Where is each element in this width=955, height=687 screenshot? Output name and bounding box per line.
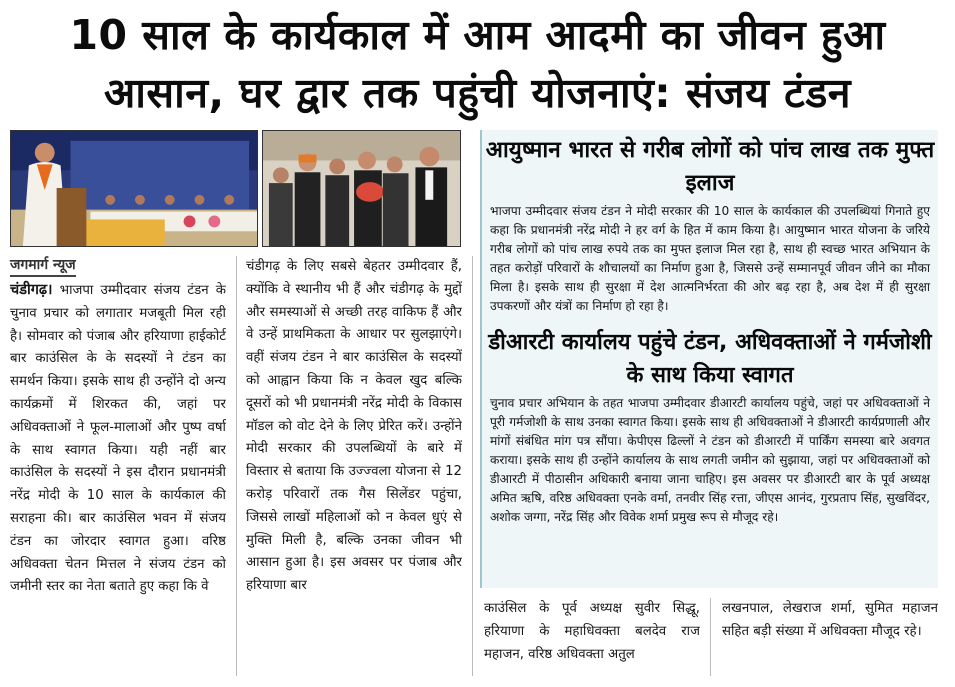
next-story-strip	[0, 678, 955, 687]
article-column-2-text: चंडीगढ़ के लिए सबसे बेहतर उम्मीदवार हैं, क्योंकि वे स्थानीय भी हैं और चंडीगढ़ के मुद्दों और समस्याओं से अच्छी तरह वाकिफ हैं और वे उन्हें प्राथमिकता के आधार पर सुलझाएंगे। वहीं संजय टंडन ने बार काउंसिल के सदस्यों को आह्वान किया कि न केवल खुद बल्कि दूसरों को भी प्रधानमंत्री नरेंद्र मोदी के विकास मॉडल को वोट देने के लिए प्रेरित करें। उन्होंने मोदी सरकार की उपलब्धियों के बारे में विस्तार से बताया कि उज्ज्वला योजना से 12 करोड़ परिवारों तक गैस सिलेंडर पहुंचा, जिससे लाखों महिलाओं को न केवल धुएं से मुक्ति मिली है, बल्कि उनका जीवन भी आसान हुआ है। इस अवसर पर पंजाब और हरियाणा बार	[246, 259, 462, 594]
photo-group-greeting	[262, 130, 461, 247]
article-column-1	[10, 279, 226, 675]
article-column-3	[484, 598, 700, 676]
dateline: चंडीगढ़।	[10, 282, 53, 298]
headline-line-1: 10 साल के कार्यकाल में आम आदमी का जीवन हुआ	[69, 11, 886, 59]
headline-line-2: आसान, घर द्वार तक पहुंची योजनाएं: संजय टंडन	[103, 69, 852, 117]
byline: जगमार्ग न्यूज	[10, 255, 76, 277]
box-body-1: भाजपा उम्मीदवार संजय टंडन ने मोदी सरकार की 10 साल के कार्यकाल की उपलब्धियां गिनाते हुए कहा कि प्रधानमंत्री नरेंद्र मोदी ने हर वर्ग के हित में काम किया है। आयुष्मान भारत योजना के जरिये गरीब लोगों को पांच लाख रुपये तक का मुफ्त इलाज मिल रहा है, साथ ही स्वच्छ भारत अभियान के तहत करोड़ों परिवारों के शौचालयों का निर्माण हुआ है, जिससे उन्हें सम्मानपूर्व जीवन जीने का मौका मिला है। इसके साथ ही सुरक्षा में देश आत्मनिर्भरता की ओर बढ़ रहा है, अब देश में ही सुरक्षा उपकरणों और यंत्रों का निर्माण हो रहा है।	[490, 204, 930, 313]
photo-speaker-on-stage	[10, 130, 258, 247]
article-column-3-text: काउंसिल के पूर्व अध्यक्ष सुवीर सिद्धू, हरियाणा के महाधिवक्ता बलदेव राज महाजन, वरिष्ठ अधिवक्ता अतुल	[484, 601, 700, 662]
column-divider	[710, 598, 711, 676]
sidebar-box	[480, 130, 938, 588]
column-divider	[472, 256, 473, 676]
article-column-4	[722, 598, 938, 676]
article-column-1-text: भाजपा उम्मीदवार संजय टंडन के चुनाव प्रचार को लगातार मजबूती मिल रही है। सोमवार को पंजाब और हरियाणा हाईकोर्ट बार काउंसिल के के सदस्यों ने टंडन का समर्थन किया। इसके साथ ही उन्होंने दो अन्य कार्यक्रमों में शिरकत की, जहां पर अधिवक्ताओं ने फूल-मालाओं और पुष्प वर्षा के साथ स्वागत किया। यही नहीं बार काउंसिल के सदस्यों ने इस दौरान प्रधानमंत्री नरेंद्र मोदी के 10 साल के कार्यकाल की सराहना की। बार काउंसिल भवन में संजय टंडन का जोरदार स्वागत हुआ। वरिष्ठ अधिवक्ता चेतन मित्तल ने संजय टंडन को जमीनी स्तर का नेता बताते हुए कहा कि वे	[10, 283, 226, 595]
headline	[0, 6, 955, 122]
column-divider	[236, 256, 237, 676]
article-column-4-text: लखनपाल, लेखराज शर्मा, सुमित महाजन सहित बड़ी संख्या में अधिवक्ता मौजूद रहे।	[722, 601, 938, 639]
box-heading-1: आयुष्मान भारत से गरीब लोगों को पांच लाख तक मुफ्त इलाज	[485, 137, 935, 196]
box-heading-2: डीआरटी कार्यालय पहुंचे टंडन, अधिवक्ताओं ने गर्मजोशी के साथ किया स्वागत	[488, 330, 932, 388]
article-column-2	[246, 256, 462, 676]
box-body-2: चुनाव प्रचार अभियान के तहत भाजपा उम्मीदवार डीआरटी कार्यालय पहुंचे, जहां पर अधिवक्ताओं ने पूरी गर्मजोशी के साथ उनका स्वागत किया। इसके साथ ही अधिवक्ताओं ने डीआरटी कार्यप्रणाली और मांगों संबंधित मांग पत्र सौंपा। केपीएस ढिल्लों ने टंडन को डीआरटी में पार्किंग समस्या बारे अवगत कराया। इसके साथ ही उन्होंने कार्यालय के साथ लगती जमीन को सुझाया, जहां पर अधिवक्ताओं को डीआरटी में पीठासीन अधिकारी बनाया जाना चाहिए। इस अवसर पर डीआरटी बार के पूर्व अध्यक्ष अमित ऋषि, वरिष्ठ अधिवक्ता एनके वर्मा, तनवीर सिंह रत्ता, जीएस आनंद, गुरप्रताप सिंह, सुखविंदर, अशोक जग्गा, नरेंद्र सिंह और विवेक शर्मा प्रमुख रूप से मौजूद रहे।	[490, 396, 930, 524]
